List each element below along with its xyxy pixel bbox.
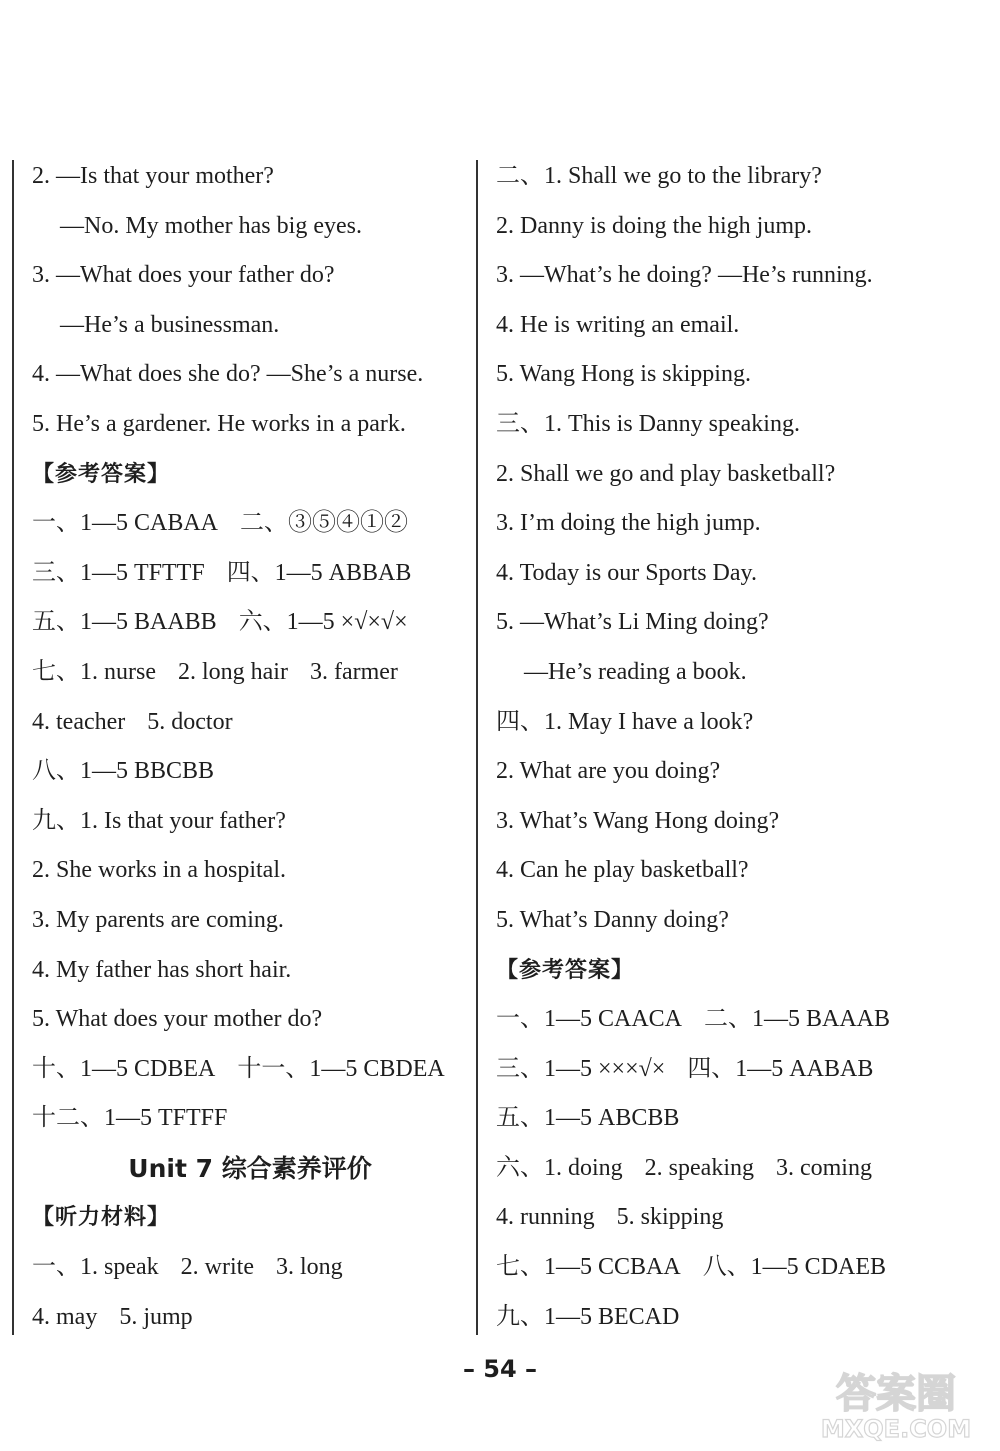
dialogue-line: 5. What’s Danny doing? bbox=[496, 906, 729, 933]
listening-row bbox=[32, 1243, 468, 1293]
answer-item: 五、1—5 BAABB bbox=[32, 609, 217, 636]
right-column bbox=[496, 152, 936, 1342]
answer-row bbox=[496, 995, 936, 1045]
answer-item: 十一、1—5 CBDEA bbox=[237, 1055, 445, 1082]
dialogue-line: 3. —What’s he doing? —He’s running. bbox=[496, 262, 873, 289]
answer-item: 2. speaking bbox=[644, 1154, 754, 1181]
dialogue-line: —No. My mother has big eyes. bbox=[60, 212, 362, 239]
answer-item: 四、1—5 ABBAB bbox=[226, 559, 412, 586]
answer-item: 5. skipping bbox=[616, 1204, 724, 1231]
answer-item: 5. doctor bbox=[147, 708, 233, 735]
answer-row bbox=[32, 598, 468, 648]
answer-row bbox=[496, 1045, 936, 1095]
answer-row bbox=[32, 797, 468, 847]
answer-item: 三、1—5 ×××√× bbox=[496, 1055, 666, 1082]
column-divider bbox=[476, 160, 478, 1335]
answer-row bbox=[32, 1094, 468, 1144]
answer-item: 3. farmer bbox=[309, 658, 398, 685]
listening-item: 2. write bbox=[180, 1254, 254, 1281]
answer-item: 一、1—5 CAACA bbox=[496, 1006, 683, 1033]
dialogue-line: 3. I’m doing the high jump. bbox=[496, 510, 761, 537]
dialogue-line: 4. Today is our Sports Day. bbox=[496, 559, 757, 586]
answer-row bbox=[32, 896, 468, 946]
answer-row bbox=[496, 1243, 936, 1293]
dialogue-line: 二、1. Shall we go to the library? bbox=[496, 163, 822, 189]
answer-row bbox=[32, 499, 468, 549]
answer-item: 六、1—5 ×√×√× bbox=[238, 609, 408, 636]
dialogue-line: 3. —What does your father do? bbox=[32, 262, 335, 289]
answer-item: 2. long hair bbox=[177, 658, 288, 685]
answer-item: 六、1. doing bbox=[496, 1154, 623, 1181]
answer-item: 二、1—5 BAAAB bbox=[704, 1006, 891, 1033]
dialogue-line: 4. Can he play basketball? bbox=[496, 857, 749, 884]
answer-item: 七、1—5 CCBAA bbox=[496, 1254, 681, 1281]
answer-row bbox=[32, 747, 468, 797]
listening-item: 4. may bbox=[32, 1303, 98, 1330]
answer-row bbox=[496, 1144, 936, 1194]
page-number: – 54 – bbox=[462, 1355, 538, 1383]
answer-item: 八、1—5 BBCBB bbox=[32, 758, 215, 785]
answer-row bbox=[496, 1094, 936, 1144]
answer-item: 二、③⑤④①② bbox=[240, 510, 409, 537]
dialogue-line: 2. Danny is doing the high jump. bbox=[496, 212, 812, 239]
answer-row bbox=[32, 648, 468, 698]
dialogue-line: 2. What are you doing? bbox=[496, 758, 721, 785]
left-column-rule bbox=[12, 160, 14, 1335]
answer-item: 九、1. Is that your father? bbox=[32, 807, 286, 834]
answer-item: 3. My parents are coming. bbox=[32, 906, 284, 933]
answer-row bbox=[496, 1193, 936, 1243]
answer-item: 四、1—5 AABAB bbox=[687, 1055, 874, 1082]
listening-item: 5. jump bbox=[119, 1303, 193, 1330]
answer-item: 4. teacher bbox=[32, 708, 126, 735]
answer-item: 4. running bbox=[496, 1204, 595, 1231]
listening-heading: 【听力材料】 bbox=[32, 1205, 171, 1231]
listening-row bbox=[32, 1293, 468, 1343]
dialogue-line: 三、1. This is Danny speaking. bbox=[496, 410, 800, 437]
answer-item: 八、1—5 CDAEB bbox=[702, 1254, 887, 1281]
answer-row bbox=[496, 1293, 936, 1343]
answer-item: 5. What does your mother do? bbox=[32, 1006, 323, 1033]
answer-item: 五、1—5 ABCBB bbox=[496, 1105, 680, 1132]
answers-heading: 【参考答案】 bbox=[496, 957, 635, 983]
answer-item: 3. coming bbox=[775, 1154, 872, 1181]
answer-row bbox=[32, 946, 468, 996]
listening-item: 一、1. speak bbox=[32, 1254, 159, 1281]
dialogue-line: 2. Shall we go and play basketball? bbox=[496, 460, 836, 487]
answer-item: 2. She works in a hospital. bbox=[32, 857, 286, 884]
answer-row bbox=[32, 698, 468, 748]
dialogue-line: 5. —What’s Li Ming doing? bbox=[496, 609, 769, 636]
listening-item: 3. long bbox=[275, 1254, 343, 1281]
watermark-text-bottom: MXQE.COM bbox=[820, 1415, 972, 1443]
answers-heading: 【参考答案】 bbox=[32, 461, 171, 487]
answer-item: 十、1—5 CDBEA bbox=[32, 1055, 216, 1082]
answer-row bbox=[32, 1045, 468, 1095]
dialogue-line: 3. What’s Wang Hong doing? bbox=[496, 807, 780, 834]
dialogue-line: 2. —Is that your mother? bbox=[32, 163, 274, 189]
answer-row bbox=[32, 995, 468, 1045]
dialogue-line: 四、1. May I have a look? bbox=[496, 708, 754, 735]
answer-item: 十二、1—5 TFTFF bbox=[32, 1105, 228, 1132]
dialogue-line: —He’s reading a book. bbox=[524, 658, 747, 685]
answer-item: 一、1—5 CABAA bbox=[32, 510, 219, 537]
answer-item: 七、1. nurse bbox=[32, 658, 156, 685]
dialogue-line: 4. —What does she do? —She’s a nurse. bbox=[32, 361, 424, 388]
answer-item: 九、1—5 BECAD bbox=[496, 1303, 680, 1330]
watermark-text-top: 答案圈 bbox=[836, 1371, 956, 1417]
dialogue-line: —He’s a businessman. bbox=[60, 311, 280, 338]
unit-title: Unit 7 综合素养评价 bbox=[128, 1153, 372, 1183]
answer-row bbox=[32, 549, 468, 599]
dialogue-line: 5. Wang Hong is skipping. bbox=[496, 361, 751, 388]
answer-row bbox=[32, 846, 468, 896]
dialogue-line: 4. He is writing an email. bbox=[496, 311, 740, 338]
watermark-logo bbox=[806, 1363, 986, 1443]
left-column bbox=[32, 152, 468, 1342]
answer-item: 4. My father has short hair. bbox=[32, 956, 292, 983]
dialogue-line: 5. He’s a gardener. He works in a park. bbox=[32, 410, 406, 437]
answer-item: 三、1—5 TFTTF bbox=[32, 559, 205, 586]
